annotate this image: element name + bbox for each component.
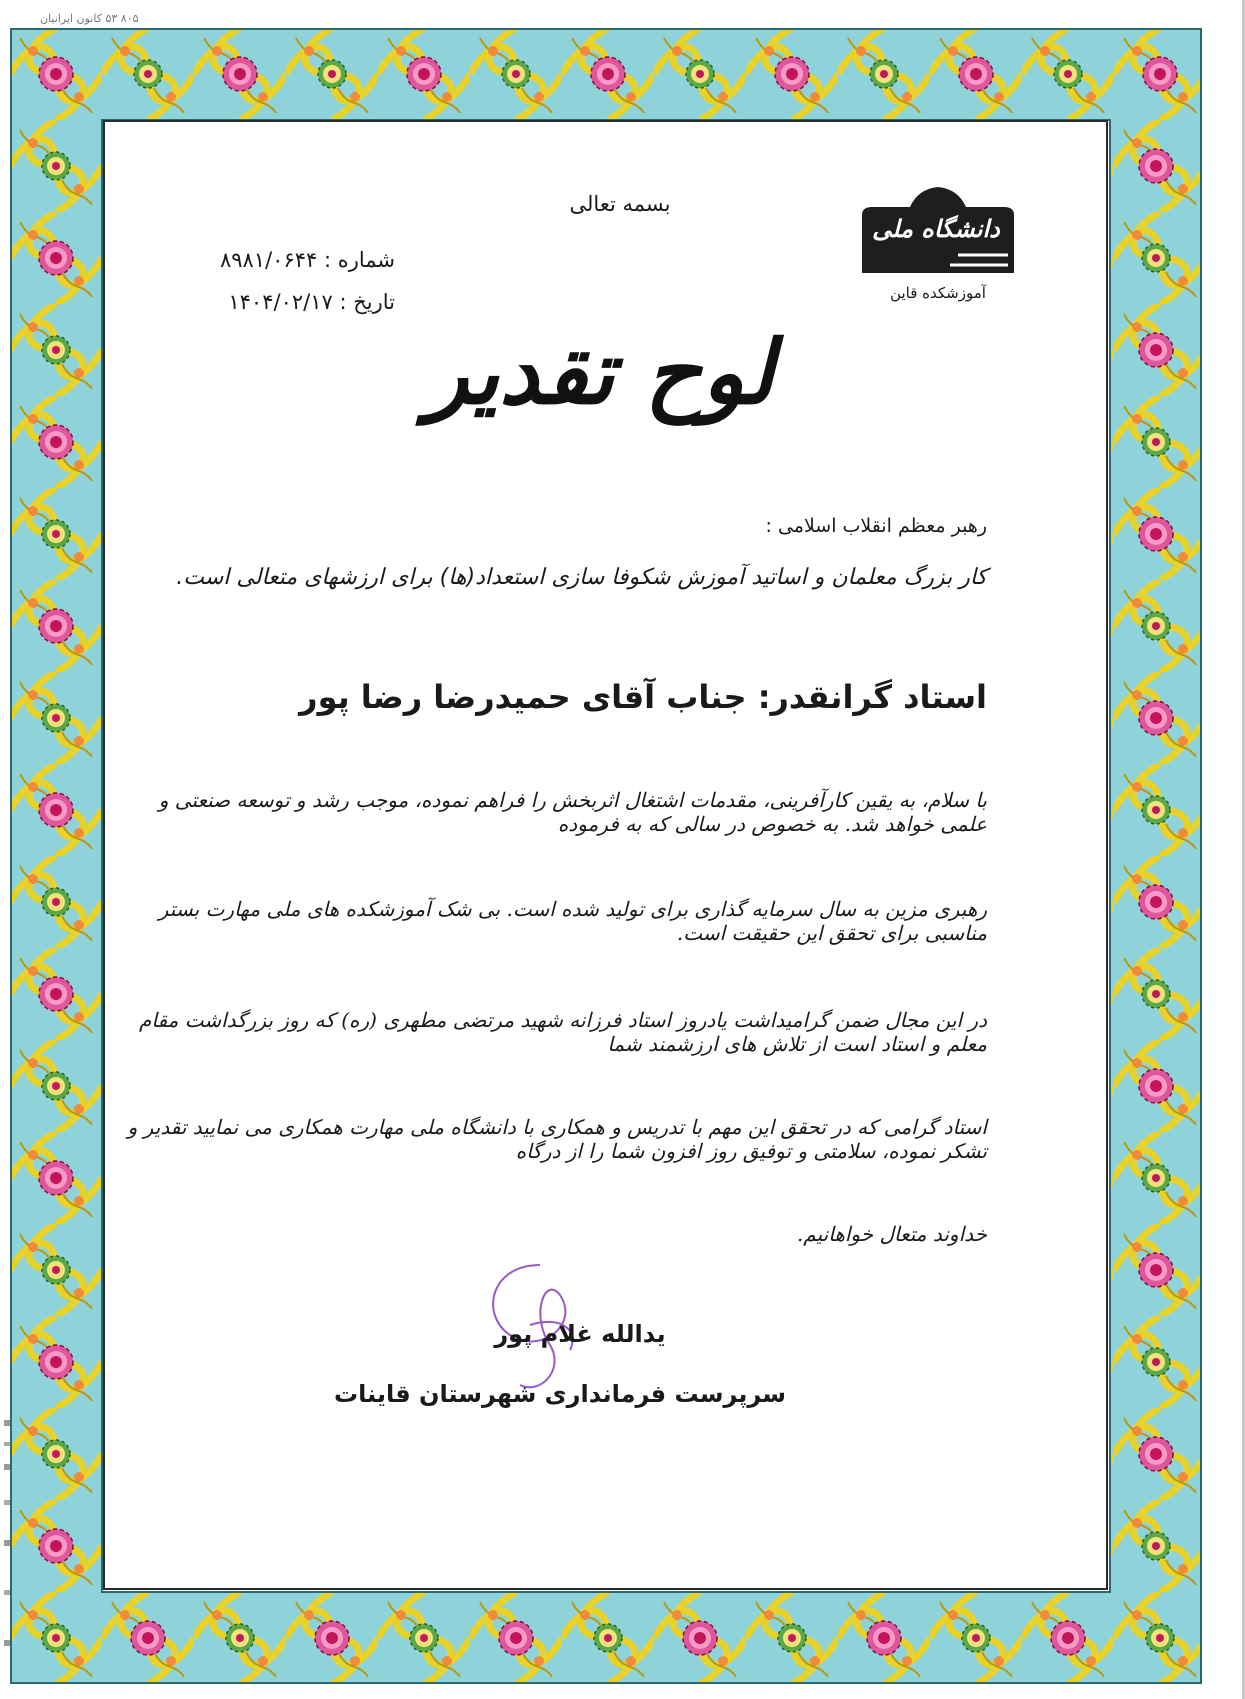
border-flower-icon (39, 57, 73, 91)
border-flower-icon (1139, 333, 1173, 367)
border-flower-icon (499, 1621, 533, 1655)
signer-name: یدالله غلام پور (494, 1320, 666, 1348)
border-flower-icon (1051, 1621, 1085, 1655)
border-flower-icon (42, 1072, 70, 1100)
body-paragraph: خداوند متعال خواهانیم. (796, 1222, 987, 1246)
border-flower-icon (39, 241, 73, 275)
border-flower-icon (42, 1256, 70, 1284)
border-flower-icon (1142, 428, 1170, 456)
border-flower-icon (1139, 1069, 1173, 1103)
border-flower-icon (1139, 1253, 1173, 1287)
border-flower-icon (686, 60, 714, 88)
border-flower-icon (131, 1621, 165, 1655)
border-flower-icon (410, 1624, 438, 1652)
border-flower-icon (42, 336, 70, 364)
letter-date (135, 290, 395, 314)
border-flower-icon (134, 60, 162, 88)
border-flower-icon (318, 60, 346, 88)
logo-emblem-icon (858, 185, 1018, 277)
border-flower-icon (867, 1621, 901, 1655)
border-flower-icon (226, 1624, 254, 1652)
border-flower-icon (1142, 1164, 1170, 1192)
border-flower-icon (1139, 885, 1173, 919)
border-flower-icon (1054, 60, 1082, 88)
border-flower-icon (778, 1624, 806, 1652)
border-flower-icon (502, 60, 530, 88)
border-flower-icon (1142, 1348, 1170, 1376)
university-logo (858, 185, 1018, 277)
signer-title: سرپرست فرمانداری شهرستان قاینات (334, 1380, 786, 1408)
border-flower-icon (39, 1529, 73, 1563)
quote-heading: رهبر معظم انقلاب اسلامی : (765, 515, 987, 537)
border-flower-icon (1139, 149, 1173, 183)
number-label: شماره : (323, 248, 395, 272)
body-paragraph: با سلام، به یقین کارآفرینی، مقدمات اشتغال اثربخش را فراهم نموده، موجب رشد و توسعه صنعتی و علمی خواهد شد. به خصوص در سالی که به فرموده (158, 788, 987, 836)
certificate-title: لوح تقدیر (426, 320, 774, 424)
border-flower-icon (42, 888, 70, 916)
date-label: تاریخ : (339, 290, 395, 314)
body-paragraph: رهبری مزین به سال سرمایه گذاری برای تولید شده است. بی شک آموزشکده های ملی مهارت بستر مناسبی برای تحقق این حقیقت است. (158, 897, 987, 945)
body-paragraph: در این مجال ضمن گرامیداشت یادروز استاد فرزانه شهید مرتضی مطهری (ره) که روز بزرگداشت مقام معلم و استاد است از تلاش های ارزشمند شما (139, 1008, 987, 1056)
border-flower-icon (1142, 980, 1170, 1008)
border-flower-icon (42, 152, 70, 180)
logo-mark-text: دانشگاه ملی (872, 214, 1000, 243)
border-flower-icon (959, 57, 993, 91)
border-flower-icon (870, 60, 898, 88)
border-flower-icon (591, 57, 625, 91)
border-flower-icon (42, 520, 70, 548)
basmala: بسمه تعالی (569, 192, 671, 216)
border-flower-icon (1143, 57, 1177, 91)
border-flower-icon (315, 1621, 349, 1655)
border-flower-icon (39, 1345, 73, 1379)
recipient-name: استاد گرانقدر: جناب آقای حمیدرضا رضا پور (299, 678, 987, 716)
border-flower-icon (39, 977, 73, 1011)
logo-caption: آموزشکده قاین (890, 284, 986, 302)
border-flower-icon (683, 1621, 717, 1655)
border-flower-icon (1146, 1624, 1174, 1652)
border-flower-icon (1142, 612, 1170, 640)
border-flower-icon (223, 57, 257, 91)
border-flower-icon (1139, 701, 1173, 735)
scan-header-mark: ۸۰۵ ۵۳ کانون ایرانیان (40, 12, 139, 25)
border-flower-icon (39, 425, 73, 459)
border-flower-icon (42, 1624, 70, 1652)
border-flower-icon (42, 1440, 70, 1468)
border-flower-icon (1139, 517, 1173, 551)
border-flower-icon (962, 1624, 990, 1652)
border-flower-icon (42, 704, 70, 732)
border-flower-icon (407, 57, 441, 91)
border-flower-icon (1142, 1532, 1170, 1560)
border-flower-icon (39, 1161, 73, 1195)
quote-body: کار بزرگ معلمان و اساتید آموزش شکوفا سازی استعداد(ها) برای ارزشهای متعالی است. (176, 565, 987, 590)
border-flower-icon (1142, 244, 1170, 272)
letter-number (135, 248, 395, 272)
number-value: ۸۹۸۱/۰۶۴۴ (219, 248, 318, 272)
body-paragraph: استاد گرامی که در تحقق این مهم با تدریس و همکاری با دانشگاه ملی مهارت همکاری می نمایید تقدیر و تشکر نموده، سلامتی و توفیق روز افزون شما را از درگاه (127, 1115, 987, 1163)
date-value: ۱۴۰۴/۰۲/۱۷ (228, 290, 333, 314)
border-flower-icon (1142, 796, 1170, 824)
border-flower-icon (1139, 1437, 1173, 1471)
border-flower-icon (39, 609, 73, 643)
border-flower-icon (594, 1624, 622, 1652)
border-flower-icon (775, 57, 809, 91)
border-flower-icon (39, 793, 73, 827)
